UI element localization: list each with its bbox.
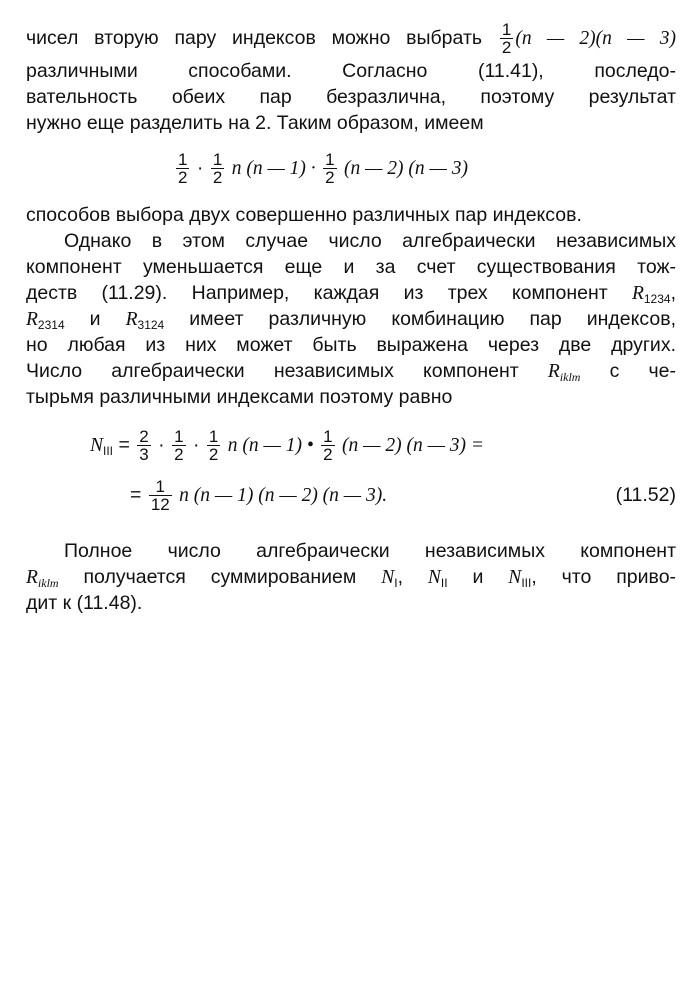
equation-number: (11.52) [615, 484, 676, 506]
text-line: деств (11.29). Например, каждая из трех компонент $R_{1234}$, [26, 282, 676, 306]
text-run: чисел вторую пару индексов можно выбрать [26, 27, 483, 49]
equation-2-line-1: $N_{III}$ = $\frac{2}{3}$ · $\frac{1}{2}$ · $\frac{1}{2}$ n (n — 1) • $\frac{1}{2}$ (n — 2) (n — 3) = [90, 427, 485, 465]
text-line: $R_{2314}$ и $R_{3124}$ имеет различную комбинацию пар индексов, [26, 308, 676, 332]
text-line: $R_{iklm}$ получается суммированием $N_I$, $N_{II}$ и $N_{III}$, что приво- [26, 566, 677, 590]
text-line: различными способами. Согласно (11.41), последо- [26, 60, 676, 82]
fraction: $\frac{1}{2}$ [501, 20, 512, 58]
text-line: компонент уменьшается еще и за счет существования тож- [26, 256, 676, 278]
equation-2-line-2: = $\frac{1}{12}$ n (n — 1) (n — 2) (n — 3). (11.52) [26, 470, 676, 520]
text-line: Полное число алгебраически независимых компонент [64, 540, 676, 562]
text-line: вательность обеих пар безразлична, поэтому результат [26, 86, 676, 108]
text-line: дит к (11.48). [26, 592, 143, 614]
text-line [26, 18, 676, 58]
equation-1: $\frac{1}{2}$ · $\frac{1}{2}$ n (n — 1) · $\frac{1}{2}$ (n — 2) (n — 3) [178, 150, 468, 188]
text-line: Однако в этом случае число алгебраически независимых [64, 230, 676, 252]
formula-run: (n — 2)(n — 3) [515, 28, 677, 49]
text-line: нужно еще разделить на 2. Таким образом, имеем [26, 112, 484, 134]
text-line: способов выбора двух совершенно различных пар индексов. [26, 204, 582, 226]
text-line: Число алгебраически независимых компонент $R_{iklm}$ с че- [26, 360, 676, 384]
text-line: тырьмя различными индексами поэтому равно [26, 386, 453, 408]
page-text [26, 18, 676, 616]
text-line: но любая из них может быть выражена через две других. [26, 334, 676, 356]
